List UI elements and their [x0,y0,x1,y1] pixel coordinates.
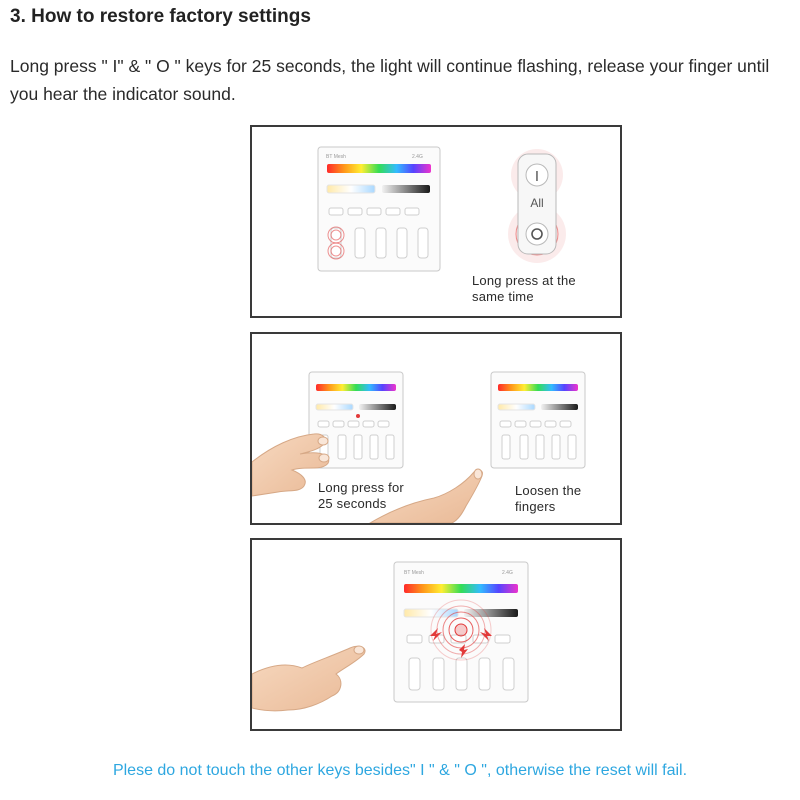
all-key-label: All [530,196,544,210]
zoomed-key-detail [508,149,566,263]
panel-brand-label: BT Mesh [404,570,424,576]
step-1-caption [472,273,576,305]
remote-panel [318,147,440,271]
caption-line: same time [472,289,534,304]
caption-line: Loosen the [515,483,582,498]
caption-line: 25 seconds [318,496,387,511]
step-1-illustration [250,125,622,318]
page-title: 3. How to restore factory settings [10,6,311,27]
step-2-illustration [250,332,622,525]
caption-line: Long press for [318,480,404,495]
brightness-strip [382,185,430,193]
panel-signal-label: 2.4G [502,570,513,576]
remote-panel-flashing [394,562,528,702]
step-2-caption-press [318,480,404,512]
white-temp-strip [327,185,375,193]
remote-panel-released [491,372,585,468]
panel-brand-label: BT Mesh [326,154,346,160]
color-wheel-strip [327,164,431,173]
instructions-text: Long press " I" & " O " keys for 25 seconds, the light will continue flashing, release your finger until you hear the indicator sound. [10,56,770,104]
warning-note: Plese do not touch the other keys besides" I " & " O ", otherwise the reset will fail. [112,762,688,779]
caption-line: fingers [515,499,556,514]
hand-pointing-icon [252,646,365,711]
panel-signal-label: 2.4G [412,154,423,160]
step-3-drawing [252,540,620,729]
step-2-caption-release [515,483,581,515]
caption-line: Long press at the [472,273,576,288]
on-key-symbol: I [534,168,540,185]
step-3-illustration [250,538,622,731]
